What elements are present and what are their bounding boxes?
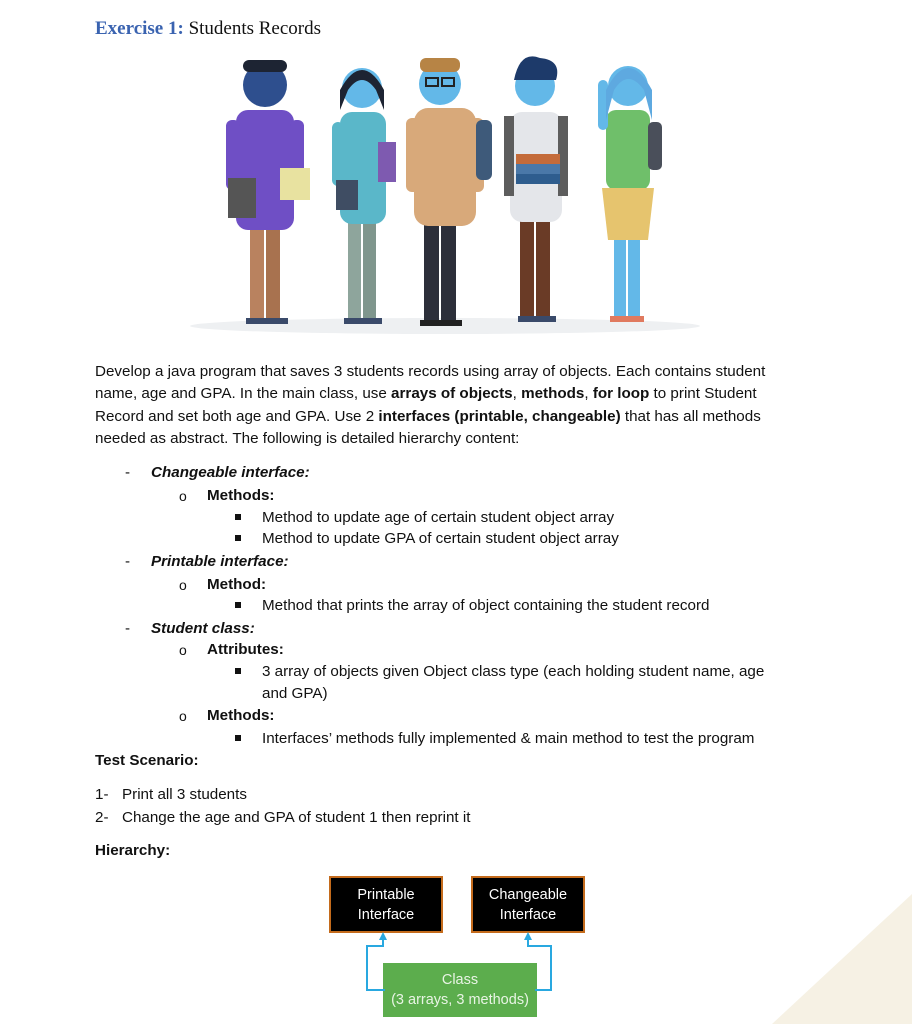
box-label: Class [441,972,479,988]
box-label: Interface [357,906,415,923]
list-item: Method that prints the array of object containing the student record [262,597,710,614]
student-figure-4 [504,56,568,322]
list-bullet-circle: o [179,708,187,724]
student-class-label: Student class: [151,620,255,637]
connector-arrow-printable [367,940,385,990]
list-item: Method to update GPA of certain student object array [262,530,619,547]
scenario-number: 1- [95,786,109,803]
exercise-number: Exercise 1: [95,18,184,39]
student-figure-2 [332,68,396,324]
printable-method-label: Method: [207,576,267,593]
list-bullet-square [235,735,241,741]
list-bullet-square [235,668,241,674]
list-dash: - [125,553,131,570]
list-item: Interfaces’ methods fully implemented & main method to test the program [262,730,755,747]
printable-interface-box [329,876,443,933]
box-label: Printable [357,886,415,903]
printable-interface-label: Printable interface: [151,553,289,570]
student-figure-3 [406,58,492,326]
list-bullet-square [235,535,241,541]
scenario-number: 2- [95,809,109,826]
list-item: 3 array of objects given Object class type (each holding student name, age [262,663,765,680]
list-bullet-circle: o [179,488,187,504]
intro-paragraph: Develop a java program that saves 3 students records using array of objects. Each contains student name, age and GPA. In the main class, use arrays of objects, methods, for loop to print Student Record and set both age and GPA. Use 2 interfaces (printable, changeable) that has all methods needed as abstract. The following is detailed hierarchy content: [95,363,766,448]
list-bullet-circle: o [179,577,187,593]
list-dash: - [125,464,131,481]
changeable-interface-box [471,876,585,933]
list-item: Method to update age of certain student object array [262,509,615,526]
list-bullet-square [235,602,241,608]
box-label: Changeable [488,886,568,903]
changeable-methods-label: Methods: [207,487,275,504]
scenario-item: Change the age and GPA of student 1 then reprint it [122,809,471,826]
students-illustration [170,50,720,340]
list-item-continuation: and GPA) [262,685,328,702]
list-bullet-circle: o [179,642,187,658]
changeable-interface-label: Changeable interface: [151,464,310,481]
list-dash: - [125,620,131,637]
box-label: (3 arrays, 3 methods) [391,992,529,1008]
list-bullet-square [235,514,241,520]
connector-arrow-changeable [528,940,551,990]
page-corner-decoration [732,874,912,1024]
test-scenario-heading: Test Scenario: [95,752,199,769]
hierarchy-connectors [355,928,565,994]
student-figure-5 [598,66,662,322]
hierarchy-heading: Hierarchy: [95,842,171,859]
student-attributes-label: Attributes: [207,641,284,658]
student-figure-1 [226,60,310,324]
exercise-title [95,18,321,40]
student-methods-label: Methods: [207,707,275,724]
box-label: Interface [499,906,557,923]
exercise-name: Students Records [188,18,322,39]
scenario-item: Print all 3 students [122,786,247,803]
